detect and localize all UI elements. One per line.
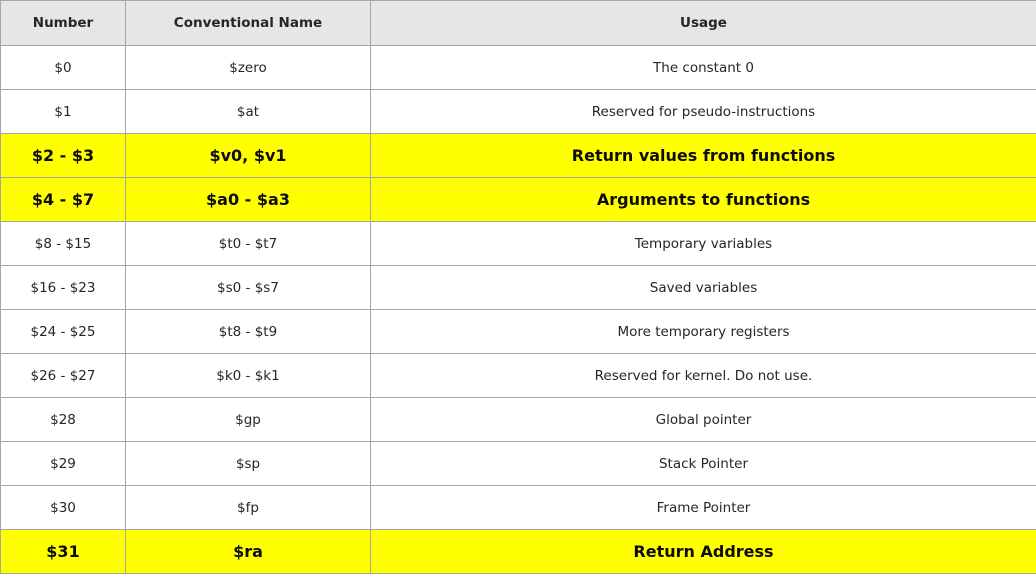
conventional-name-cell: $a0 - $a3 (126, 178, 371, 222)
register-number-cell: $26 - $27 (1, 354, 126, 398)
register-number-cell: $31 (1, 530, 126, 574)
table-row (1, 266, 1036, 310)
usage-cell: Saved variables (371, 266, 1036, 310)
header-row (1, 1, 1036, 46)
conventional-name-cell: $k0 - $k1 (126, 354, 371, 398)
usage-cell: Global pointer (371, 398, 1036, 442)
conventional-name-cell: $v0, $v1 (126, 134, 371, 178)
usage-cell: More temporary registers (371, 310, 1036, 354)
usage-cell: Frame Pointer (371, 486, 1036, 530)
usage-cell: Reserved for kernel. Do not use. (371, 354, 1036, 398)
table-row (1, 46, 1036, 90)
conventional-name-cell: $zero (126, 46, 371, 90)
register-number-cell: $0 (1, 46, 126, 90)
column-header-conventional-name: Conventional Name (126, 1, 371, 46)
table-header (1, 1, 1036, 46)
conventional-name-cell: $at (126, 90, 371, 134)
usage-cell: Arguments to functions (371, 178, 1036, 222)
table-row (1, 354, 1036, 398)
register-number-cell: $29 (1, 442, 126, 486)
conventional-name-cell: $t8 - $t9 (126, 310, 371, 354)
register-number-cell: $1 (1, 90, 126, 134)
conventional-name-cell: $ra (126, 530, 371, 574)
register-number-cell: $30 (1, 486, 126, 530)
table-row (1, 530, 1036, 574)
usage-cell: Reserved for pseudo-instructions (371, 90, 1036, 134)
usage-cell: Return Address (371, 530, 1036, 574)
table-row (1, 222, 1036, 266)
register-number-cell: $4 - $7 (1, 178, 126, 222)
usage-cell: Temporary variables (371, 222, 1036, 266)
column-header-number: Number (1, 1, 126, 46)
register-number-cell: $24 - $25 (1, 310, 126, 354)
conventional-name-cell: $sp (126, 442, 371, 486)
table-row (1, 310, 1036, 354)
conventional-name-cell: $t0 - $t7 (126, 222, 371, 266)
table-row (1, 134, 1036, 178)
usage-cell: The constant 0 (371, 46, 1036, 90)
table-row (1, 486, 1036, 530)
register-number-cell: $8 - $15 (1, 222, 126, 266)
conventional-name-cell: $fp (126, 486, 371, 530)
table-row (1, 442, 1036, 486)
register-number-cell: $2 - $3 (1, 134, 126, 178)
register-number-cell: $16 - $23 (1, 266, 126, 310)
usage-cell: Stack Pointer (371, 442, 1036, 486)
register-number-cell: $28 (1, 398, 126, 442)
conventional-name-cell: $s0 - $s7 (126, 266, 371, 310)
conventional-name-cell: $gp (126, 398, 371, 442)
usage-cell: Return values from functions (371, 134, 1036, 178)
table-row (1, 398, 1036, 442)
table-row (1, 90, 1036, 134)
table-row (1, 178, 1036, 222)
column-header-usage: Usage (371, 1, 1036, 46)
table-body (1, 46, 1036, 574)
